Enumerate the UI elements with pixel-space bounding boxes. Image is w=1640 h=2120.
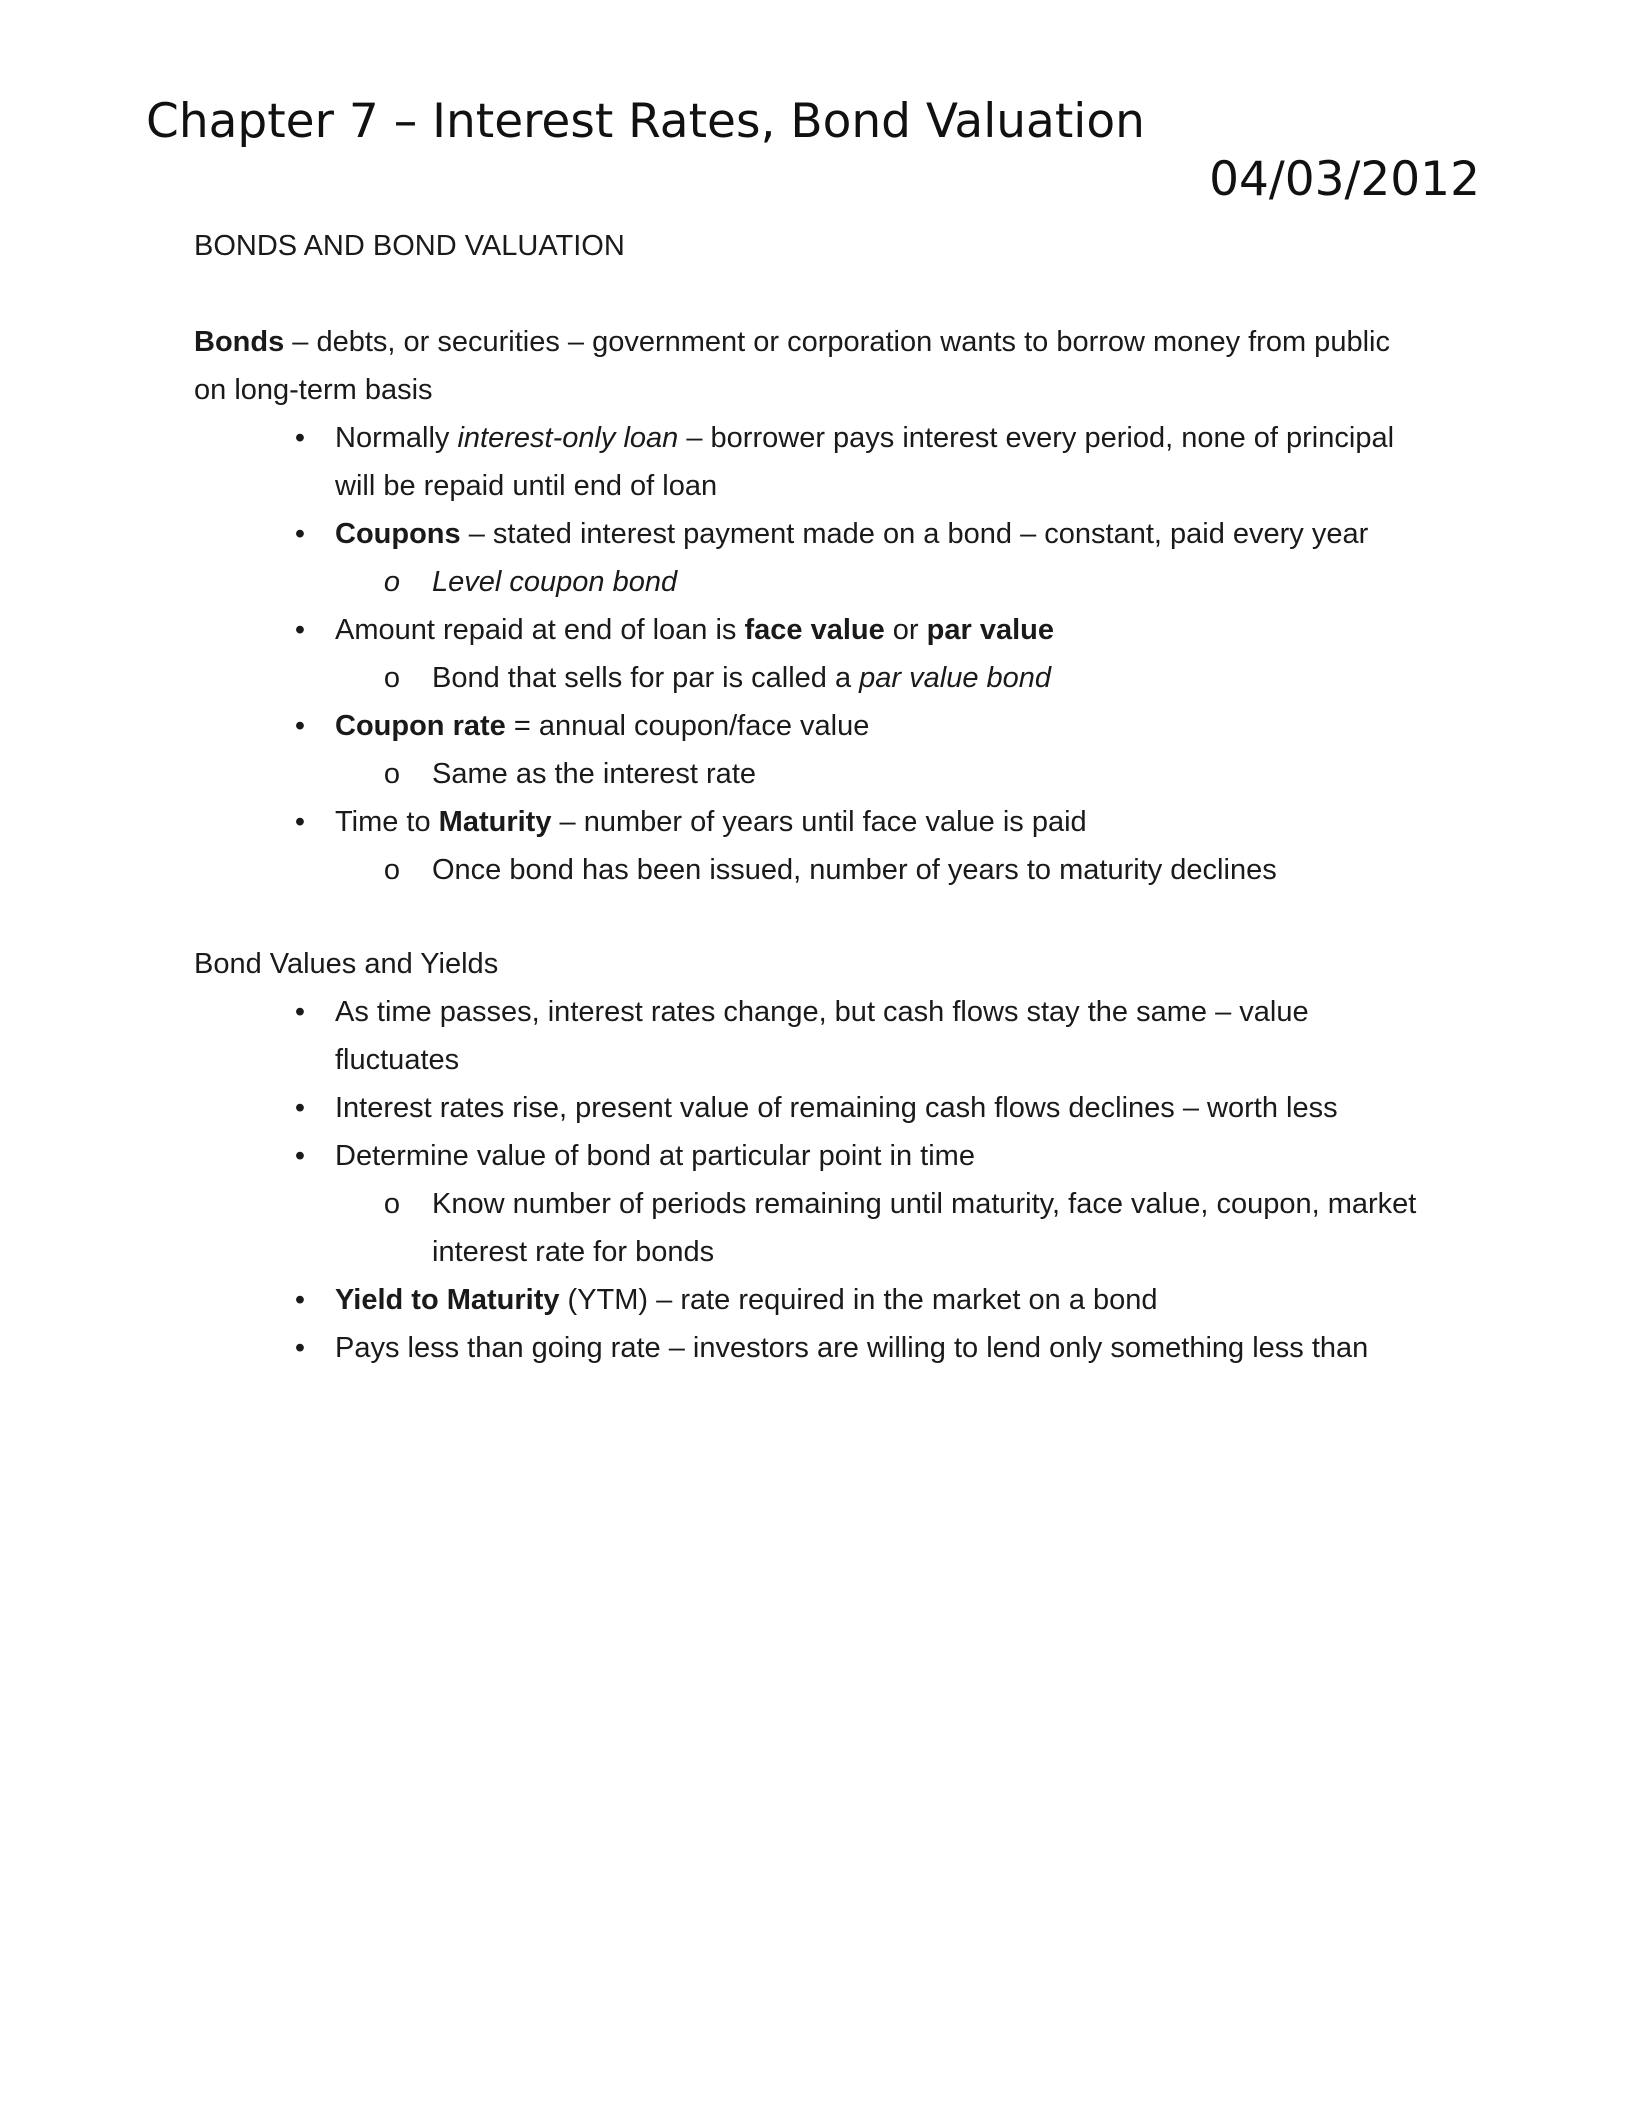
list-item xyxy=(194,988,1484,1084)
bonds-definition xyxy=(194,318,1464,414)
item-text: or xyxy=(884,614,927,646)
item-text: Normally xyxy=(335,422,458,454)
bullet-icon: • xyxy=(294,614,306,646)
list-item xyxy=(194,1276,1484,1324)
item-text: Level coupon bond xyxy=(432,566,678,598)
bullet-icon: • xyxy=(294,1140,306,1172)
sub-bullet-icon: o xyxy=(383,758,401,790)
item-term: Yield to Maturity xyxy=(335,1284,560,1316)
sub-bullet-icon: o xyxy=(383,854,401,886)
list-item xyxy=(194,1324,1484,1372)
definition-term: Bonds xyxy=(194,326,285,358)
list-item xyxy=(194,702,1484,750)
item-term: Coupon rate xyxy=(335,710,506,742)
item-term: Coupons xyxy=(335,518,461,550)
sub-list-item xyxy=(194,1180,1484,1276)
item-text-line2: interest rate for bonds xyxy=(432,1236,715,1268)
sub-bullet-icon: o xyxy=(383,566,401,598)
item-text: Time to xyxy=(335,806,439,838)
sub-list-item xyxy=(194,558,1484,606)
bullet-icon: • xyxy=(294,710,306,742)
list-item xyxy=(194,798,1484,846)
item-emphasis: interest-only loan xyxy=(457,422,679,454)
item-emphasis: par value bond xyxy=(859,662,1052,694)
bullet-icon: • xyxy=(294,1284,306,1316)
document-title: Chapter 7 – Interest Rates, Bond Valuation xyxy=(146,94,1145,149)
bond-values-list xyxy=(194,988,1484,1372)
definition-text-line2: on long-term basis xyxy=(194,374,433,406)
bond-terms-list xyxy=(194,414,1484,894)
bullet-icon: • xyxy=(294,996,306,1028)
item-text: – stated interest payment made on a bond – constant, paid every year xyxy=(460,518,1369,550)
item-text: Determine value of bond at particular point in time xyxy=(335,1140,975,1172)
bullet-icon: • xyxy=(294,422,306,454)
sub-bullet-icon: o xyxy=(383,662,401,694)
item-term: Maturity xyxy=(438,806,552,838)
list-item xyxy=(194,606,1484,654)
definition-text: – debts, or securities – government or corporation wants to borrow money from public xyxy=(284,326,1390,358)
sub-list-item xyxy=(194,750,1484,798)
item-text: Bond that sells for par is called a xyxy=(432,662,860,694)
item-text: Same as the interest rate xyxy=(432,758,756,790)
item-text: (YTM) – rate required in the market on a bond xyxy=(559,1284,1158,1316)
list-item xyxy=(194,414,1484,510)
bullet-icon: • xyxy=(294,1092,306,1124)
sub-bullet-icon: o xyxy=(383,1188,401,1220)
bullet-icon: • xyxy=(294,1332,306,1364)
item-text: Once bond has been issued, number of years to maturity declines xyxy=(432,854,1277,886)
item-text: – number of years until face value is paid xyxy=(551,806,1087,838)
item-text: Interest rates rise, present value of remaining cash flows declines – worth less xyxy=(335,1092,1338,1124)
list-item xyxy=(194,510,1484,558)
item-text: – borrower pays interest every period, none of principal xyxy=(678,422,1395,454)
sub-list-item xyxy=(194,654,1484,702)
item-text: Amount repaid at end of loan is xyxy=(335,614,745,646)
bullet-icon: • xyxy=(294,806,306,838)
document-date: 04/03/2012 xyxy=(1209,152,1480,207)
bullet-icon: • xyxy=(294,518,306,550)
list-item xyxy=(194,1132,1484,1180)
list-item xyxy=(194,1084,1484,1132)
item-text: As time passes, interest rates change, but cash flows stay the same – value xyxy=(335,996,1309,1028)
item-text-line2: will be repaid until end of loan xyxy=(335,470,718,502)
section-heading: BONDS AND BOND VALUATION xyxy=(194,230,625,262)
sub-list-item xyxy=(194,846,1484,894)
item-text: Know number of periods remaining until maturity, face value, coupon, market xyxy=(432,1188,1417,1220)
sub-heading: Bond Values and Yields xyxy=(194,948,499,980)
item-text: = annual coupon/face value xyxy=(505,710,870,742)
item-term: face value xyxy=(744,614,885,646)
item-text: Pays less than going rate – investors are willing to lend only something less than xyxy=(335,1332,1369,1364)
item-term: par value xyxy=(926,614,1054,646)
item-text-line2: fluctuates xyxy=(335,1044,460,1076)
